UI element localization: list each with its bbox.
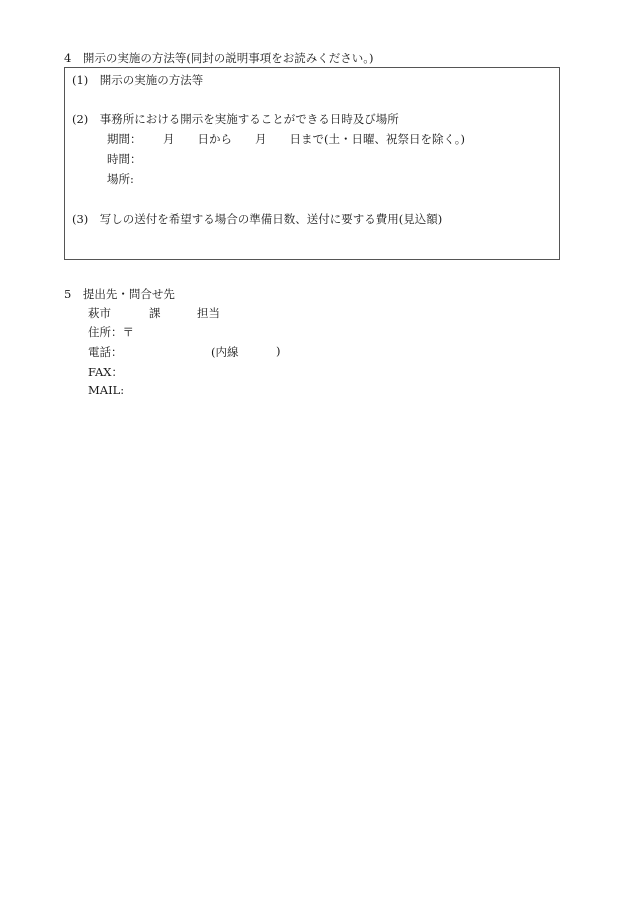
section5-heading: 5 提出先・問合せ先	[64, 287, 175, 301]
section-label: 課	[149, 306, 161, 320]
section4-item1: (1) 開示の実施の方法等	[72, 73, 204, 87]
time-label: 時間：	[107, 152, 142, 166]
extension-open: (内線	[211, 345, 239, 359]
period-label: 期間：	[107, 132, 142, 146]
period-text: 月 日から 月 日まで(土・日曜、祝祭日を除く。)	[163, 132, 465, 146]
address-label: 住所：〒	[88, 325, 134, 339]
section4-heading: 4 開示の実施の方法等(同封の説明事項をお読みください。)	[64, 51, 374, 65]
place-label: 場所:	[107, 172, 134, 186]
city-label: 萩市	[88, 306, 111, 320]
fax-label: FAX：	[88, 365, 123, 379]
phone-label: 電話：	[88, 345, 123, 359]
section4-item3: (3) 写しの送付を希望する場合の準備日数、送付に要する費用(見込額)	[72, 212, 443, 226]
mail-label: MAIL:	[88, 383, 125, 397]
person-label: 担当	[197, 306, 220, 320]
extension-close: )	[276, 344, 281, 358]
section4-item2: (2) 事務所における開示を実施することができる日時及び場所	[72, 112, 399, 126]
